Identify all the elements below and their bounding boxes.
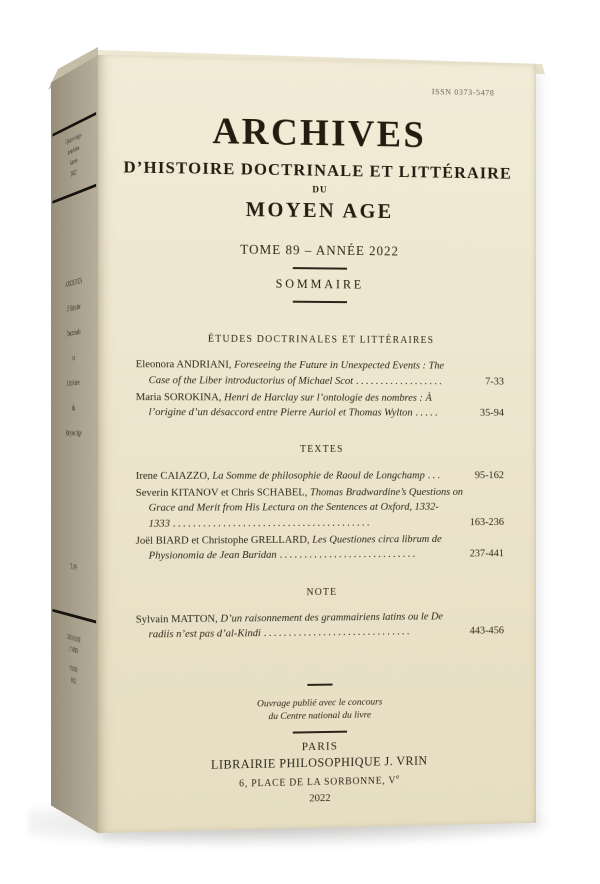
concours-line: du Centre national du livre	[268, 709, 372, 722]
spine-title-word: Littéraire	[67, 377, 80, 388]
concours-line: Ouvrage publié avec le concours	[256, 696, 383, 710]
spine-year-line: neuvième	[67, 143, 80, 157]
toc-entry	[136, 357, 504, 389]
spine-title-word: ARCHIVES	[65, 276, 83, 290]
toc-entry	[136, 485, 504, 532]
spine-title-word: du	[71, 403, 76, 413]
toc-section-textes	[136, 442, 504, 564]
divider-rule	[293, 267, 347, 270]
entry-pages: 35-94	[480, 407, 504, 419]
book-spine	[51, 55, 98, 833]
leader-dots: ..................	[355, 374, 445, 387]
entry-pages: 237-441	[469, 547, 504, 560]
entry-author: Maria SOROKINA,	[135, 391, 222, 404]
entry-title: D’un raisonnement des grammairiens latins ou le De radiis n’est pas d’al-Kindi	[148, 610, 443, 641]
cover-footer	[98, 680, 536, 809]
spine-rule	[53, 184, 96, 203]
spine-title-word: Moyen Age	[65, 428, 82, 438]
spine-year-line: 2022	[70, 168, 77, 179]
book-front-cover	[98, 55, 536, 833]
journal-title: ARCHIVES	[212, 110, 427, 156]
entry-title: Les Questiones circa librum de Physionomia de Jean Buridan	[148, 533, 442, 562]
journal-subtitle-moyen-age: MOYEN AGE	[245, 197, 394, 224]
entry-pages: 443-456	[469, 624, 504, 637]
spine-publisher-line: PARIS	[69, 665, 78, 675]
toc-entry	[136, 609, 504, 643]
divider-rule	[293, 301, 347, 303]
toc-section-note	[136, 583, 504, 643]
leader-dots: ............................	[279, 548, 418, 561]
spine-rule	[53, 609, 96, 623]
entry-pages: 7-33	[485, 375, 504, 388]
entry-title: Henri de Harclay sur l’ontologie des nombres : À l’origine d’un désaccord entre Pierre Auriol et Thomas Wylton	[148, 391, 432, 419]
spine-title-word: d’Histoire	[66, 301, 81, 314]
tome-year-line: TOME 89 – ANNÉE 2022	[240, 241, 399, 259]
divider-rule	[293, 730, 347, 733]
toc-section-etudes	[136, 331, 504, 421]
entry-title: Thomas Bradwardine’s Questions on Grace and Merit from His Lectura on the Sentences at Oxford, 1332-1333	[148, 486, 464, 530]
cover-masthead	[98, 55, 536, 305]
leader-dots: ..............................	[263, 625, 412, 640]
spine-year-line: Année	[69, 156, 78, 168]
publication-year: 2022	[309, 792, 331, 805]
entry-pages: 163-236	[469, 515, 504, 528]
section-heading: ÉTUDES DOCTRINALES ET LITTÉRAIRES	[207, 333, 435, 347]
journal-subtitle: D’HISTOIRE DOCTRINALE ET LITTÉRAIRE	[123, 157, 512, 183]
entry-author: Severin KITANOV et Chris SCHABEL,	[135, 486, 308, 499]
issn-number: ISSN 0373-5478	[431, 86, 495, 98]
publisher-city: PARIS	[301, 740, 339, 753]
spine-title-word: Doctrinale	[66, 327, 81, 339]
entry-author: Joël BIARD et Christophe GRELLARD,	[135, 533, 310, 547]
table-of-contents	[136, 315, 504, 645]
leader-dots: ...	[427, 469, 443, 482]
entry-author: Sylvain MATTON,	[135, 612, 218, 626]
toc-entry	[136, 390, 504, 421]
entry-title: Foreseeing the Future in Unexpected Events : The Case of the Liber introductorius of Michael Scot	[148, 358, 445, 387]
publisher-address-text: 6, PLACE DE LA SORBONNE, V	[239, 774, 397, 790]
spine-publisher-line: J. VRIN	[68, 645, 79, 656]
toc-entry	[136, 468, 504, 484]
journal-subtitle-du: DU	[312, 185, 328, 196]
sommaire-heading: SOMMAIRE	[275, 276, 365, 292]
section-heading: NOTE	[306, 586, 338, 598]
divider-rule-small	[307, 683, 332, 685]
leader-dots: .....	[415, 406, 440, 419]
spine-year-line: Quatre-vingt-	[65, 130, 82, 147]
entry-pages: 95-162	[474, 469, 504, 481]
publisher-address-superscript: e	[396, 772, 400, 781]
entry-title: La Somme de philosophie de Raoul de Longchamp	[212, 469, 425, 482]
toc-entry	[136, 532, 504, 565]
entry-author: Irene CAIAZZO,	[135, 469, 210, 482]
spine-tome-number: T. 89	[70, 561, 77, 572]
spine-publisher-line: LIBRAIRIE	[66, 633, 81, 645]
spine-title-word: et	[72, 353, 75, 363]
spine-publisher-line: 2022	[70, 676, 77, 686]
leader-dots: ........................................	[172, 516, 372, 530]
section-heading: TEXTES	[300, 444, 344, 456]
publisher-name: LIBRAIRIE PHILOSOPHIQUE J. VRIN	[210, 753, 428, 772]
entry-author: Eleonora ANDRIANI,	[135, 358, 232, 371]
